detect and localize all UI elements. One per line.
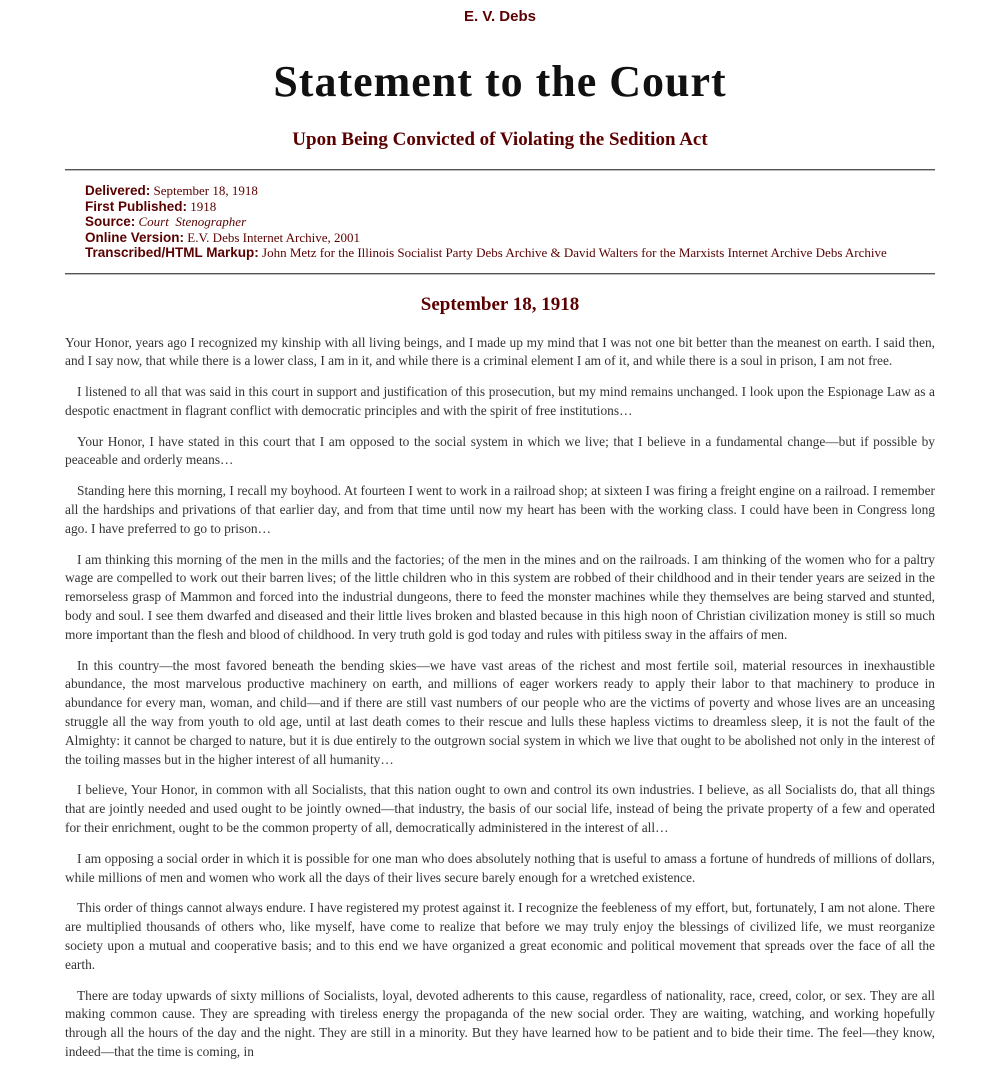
source-info (85, 183, 935, 261)
meta-source-label: Source: (85, 214, 136, 229)
paragraph: This order of things cannot always endure. I have registered my protest against it. I recognize the feebleness of my effort, but, fortunately, I am not alone. There are multiplied thousands of others who, like myself, have come to realize that before we may truly enjoy the blessings of civilized life, we must reorganize society upon a mutual and cooperative basis; and to this end we have organized a great economic and political movement that spreads over the face of all the earth. (65, 900, 935, 972)
meta-delivered-value: September 18, 1918 (153, 183, 258, 198)
document-page (65, 0, 935, 1074)
meta-online-version (85, 230, 935, 246)
meta-transcribed (85, 245, 935, 261)
statement-body (65, 334, 935, 1062)
meta-source (85, 214, 935, 230)
meta-online-version-value: E.V. Debs Internet Archive, 2001 (187, 229, 360, 245)
paragraph: Your Honor, years ago I recognized my kinship with all living beings, and I made up my mind that I was not one bit better than the meanest on earth. I said then, and I say now, that while there is a lower class, I am in it, and while there is a criminal element I am of it, and while there is a soul in prison, I am not free. (65, 334, 935, 369)
paragraph: I am thinking this morning of the men in the mills and the factories; of the men in the mines and on the railroads. I am thinking of the women who for a paltry wage are compelled to work out their barren lives; of the little children who in this system are robbed of their childhood and in their tender years are seized in the remorseless grasp of Mammon and forced into the industrial dungeons, there to feed the monster machines while they themselves are being starved and stunted, body and soul. I see them dwarfed and diseased and their little lives broken and blasted because in this high noon of Christian civilization money is still so much more important than the flesh and blood of childhood. In very truth gold is god today and rules with pitiless sway in the affairs of men. (65, 551, 935, 642)
paragraph: I listened to all that was said in this court in support and justification of this prosecution, but my mind remains unchanged. I look upon the Espionage Law as a despotic enactment in flagrant conflict with democratic principles and with the spirit of free institutions… (65, 384, 935, 418)
paragraph: Standing here this morning, I recall my boyhood. At fourteen I went to work in a railroad shop; at sixteen I was firing a freight engine on a railroad. I remember all the hardships and privations of that earlier day, and from that time until now my heart has been with the working class. I could have been in Congress long ago. I have preferred to go to prison… (65, 483, 935, 536)
date-heading: September 18, 1918 (420, 293, 580, 315)
meta-first-published-value: 1918 (190, 198, 217, 214)
paragraph: I am opposing a social order in which it is possible for one man who does absolutely nothing that is useful to amass a fortune of hundreds of millions of dollars, while millions of men and women who work all the days of their lives secure barely enough for a wretched existence. (65, 850, 935, 885)
meta-divider (65, 273, 935, 275)
paragraph: In this country—the most favored beneath the bending skies—we have vast areas of the richest and most fertile soil, material resources in inexhaustible abundance, the most marvelous productive machinery on earth, and millions of eager workers ready to apply their labor to that machinery to produce in abundance for every man, woman, and child—and if there are still vast numbers of our people who are the victims of poverty and whose lives are an unceasing struggle all the way from youth to old age, until at last death comes to their rescue and lulls these hapless victims to dreamless sleep, it is not the fault of the Almighty: it cannot be charged to nature, but it is due entirely to the outgrown social system in which we live that ought to be abolished not only in the interest of the toiling masses but in the higher interest of all humanity… (65, 657, 935, 767)
meta-delivered (85, 183, 935, 199)
meta-transcribed-value: John Metz for the Illinois Socialist Party Debs Archive & David Walters for the Marxists Internet Archive Debs Archive (262, 245, 887, 260)
meta-online-version-label: Online Version: (85, 229, 185, 245)
meta-source-value: Court Stenographer (138, 214, 247, 229)
paragraph: Your Honor, I have stated in this court that I am opposed to the social system in which we live; that I believe in a fundamental change—but if possible by peaceable and orderly means… (65, 433, 935, 468)
meta-delivered-label: Delivered: (85, 183, 151, 198)
meta-first-published (85, 199, 935, 215)
page-subtitle: Upon Being Convicted of Violating the Sedition Act (292, 129, 708, 150)
author-heading: E. V. Debs (464, 8, 536, 25)
header-divider (65, 169, 935, 171)
page-title: Statement to the Court (273, 57, 727, 106)
paragraph: I believe, Your Honor, in common with all Socialists, that this nation ought to own and control its own industries. I believe, as all Socialists do, that all things that are jointly needed and used ought to be jointly owned—that industry, the basis of our social life, instead of being the private property of a few and operated for their enrichment, ought to be the common property of all, democratically administered in the interest of all… (65, 782, 935, 836)
meta-first-published-label: First Published: (85, 198, 188, 214)
meta-transcribed-label: Transcribed/HTML Markup: (85, 245, 259, 260)
paragraph: There are today upwards of sixty millions of Socialists, loyal, devoted adherents to this cause, regardless of nationality, race, creed, color, or sex. They are all making common cause. They are spreading with tireless energy the propaganda of the new social order. They are waiting, watching, and working hopefully through all the hours of the day and the night. They are still in a minority. But they have learned how to be patient and to bide their time. The feel—they know, indeed—that the time is coming, in (65, 987, 935, 1059)
